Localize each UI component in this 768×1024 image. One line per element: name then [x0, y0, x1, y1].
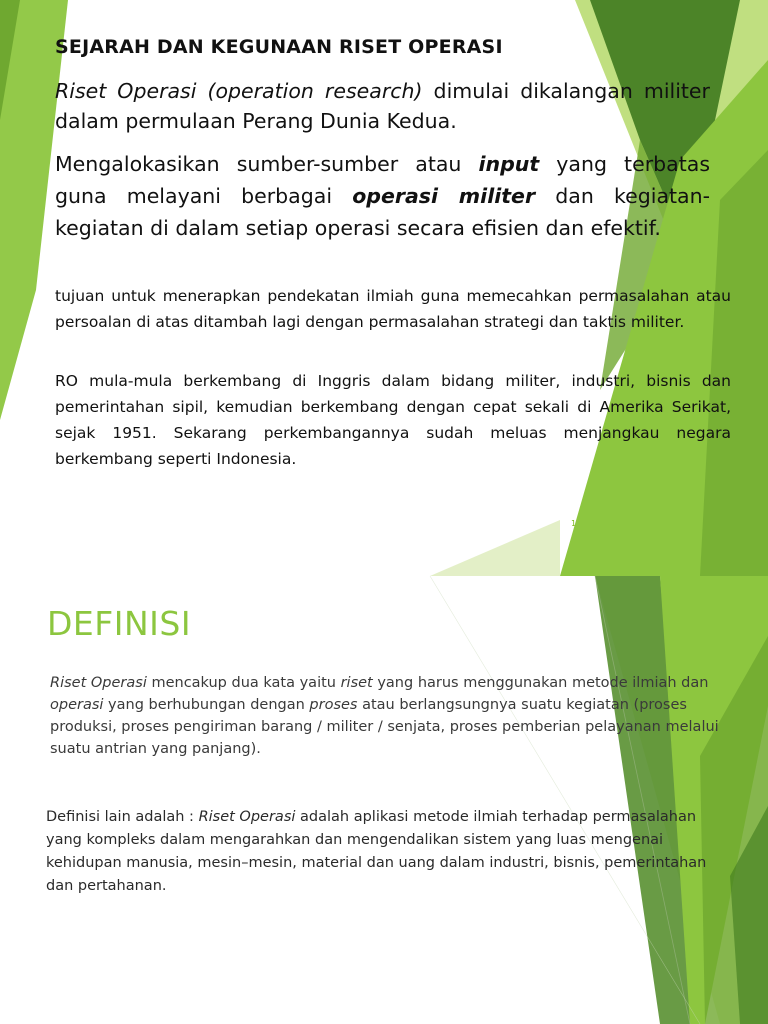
emphasis-text: Riset Operasi: [50, 675, 147, 691]
paragraph-text: yang terbatas guna melayani berbagai: [55, 152, 710, 208]
emphasis-text: proses: [309, 697, 358, 713]
emphasis-text: Riset Operasi: [198, 809, 296, 825]
paragraph-text: mencakup dua kata yaitu: [146, 675, 341, 691]
slide-2-paragraph-1: [50, 672, 740, 760]
emphasis-text: input: [478, 152, 540, 176]
paragraph-text: dan kegiatan-kegiatan di dalam setiap operasi secara efisien dan efektif.: [55, 184, 710, 240]
slide-1-paragraph-1: [55, 76, 710, 136]
page-number: 1: [571, 519, 577, 528]
slide-2: [0, 576, 768, 1024]
paragraph-text: atau berlangsungnya suatu kegiatan (proses produksi, proses pengiriman barang / militer / senjata, proses pemberian pelayanan melalui suatu antrian yang panjang).: [50, 697, 719, 757]
emphasis-text: operasi: [50, 697, 104, 713]
slide-1-paragraph-2: [55, 148, 710, 244]
slide-2-paragraph-2: [46, 806, 736, 898]
bottom-facet-hint: [430, 520, 560, 576]
slide-1-title: SEJARAH DAN KEGUNAAN RISET OPERASI: [55, 36, 503, 58]
paragraph-text: dimulai dikalangan militer dalam permulaan Perang Dunia Kedua.: [55, 79, 710, 133]
paragraph-text: yang berhubungan dengan: [103, 697, 310, 713]
slide-1-paragraph-3: tujuan untuk menerapkan pendekatan ilmiah guna memecahkan permasalahan atau persoalan di atas ditambah lagi dengan permasalahan strategi dan taktis militer.: [55, 287, 731, 331]
paragraph-text: Mengalokasikan sumber-sumber atau: [55, 152, 479, 176]
paragraph-text: adalah aplikasi metode ilmiah terhadap permasalahan yang kompleks dalam mengarahkan dan mengendalikan sistem yang luas mengenai kehidupan manusia, mesin–mesin, material dan uang dalam industri, bisnis, pemerintahan dan pertahanan.: [46, 809, 707, 894]
slide-1-paragraph-4: RO mula-mula berkembang di Inggris dalam bidang militer, industri, bisnis dan pemerintahan sipil, kemudian berkembang dengan cepat sekali di Amerika Serikat, sejak 1951. Sekarang perkembangannya sudah meluas menjangkau negara berkembang seperti Indonesia.: [55, 372, 731, 468]
paragraph-text: Definisi lain adalah :: [46, 809, 199, 825]
emphasis-text: Riset Operasi (operation research): [55, 79, 423, 103]
paragraph-text: yang harus menggunakan metode ilmiah dan: [372, 675, 709, 691]
green-facet-decoration: [0, 576, 768, 1024]
emphasis-text: operasi militer: [352, 184, 536, 208]
slide-2-title: DEFINISI: [47, 604, 192, 643]
emphasis-text: riset: [340, 675, 373, 691]
